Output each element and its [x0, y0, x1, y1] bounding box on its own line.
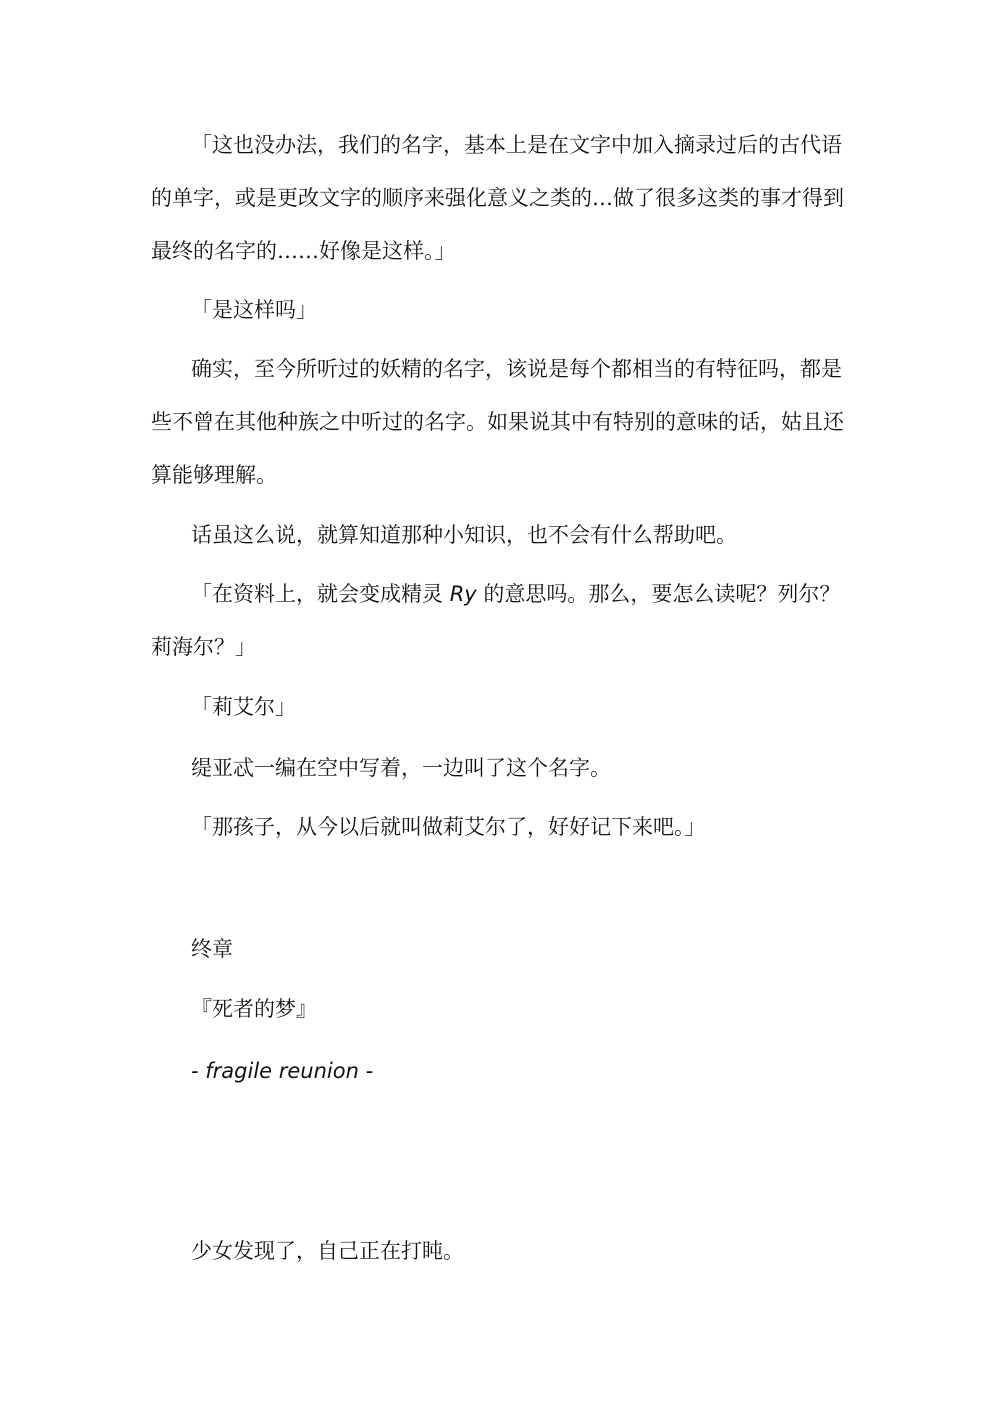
paragraph-6: 「莉艾尔」 [191, 695, 296, 719]
paragraph-8: 「那孩子，从今以后就叫做莉艾尔了，好好记下来吧。」 [191, 815, 706, 839]
paragraph-5-before: 「在资料上，就会变成精灵 [191, 582, 450, 606]
paragraph-2: 「是这样吗」 [191, 298, 317, 322]
chapter-subtitle: - fragile reunion - [191, 1059, 374, 1083]
chapter-label: 终章 [191, 937, 233, 961]
chapter-title: 『死者的梦』 [191, 997, 317, 1021]
closing-paragraph: 少女发现了，自己正在打盹。 [191, 1239, 464, 1263]
paragraph-5-after: 的意思吗。那么，要怎么读呢？列尔？莉海尔？」 [151, 582, 841, 659]
paragraph-4: 话虽这么说，就算知道那种小知识，也不会有什么帮助吧。 [191, 523, 737, 547]
paragraph-1: 「这也没办法，我们的名字，基本上是在文字中加入摘录过后的古代语的单字，或是更改文字的顺序来强化意义之类的…做了很多这类的事才得到最终的名字的……好像是这样。」 [151, 133, 844, 263]
paragraph-3: 确实，至今所听过的妖精的名字，该说是每个都相当的有特征吗，都是些不曾在其他种族之中听过的名字。如果说其中有特别的意味的话，姑且还算能够理解。 [151, 357, 844, 487]
paragraph-5 [151, 568, 851, 674]
paragraph-7: 缇亚忒一编在空中写着，一边叫了这个名字。 [191, 756, 611, 780]
paragraph-5-latin: Ry [449, 582, 477, 606]
